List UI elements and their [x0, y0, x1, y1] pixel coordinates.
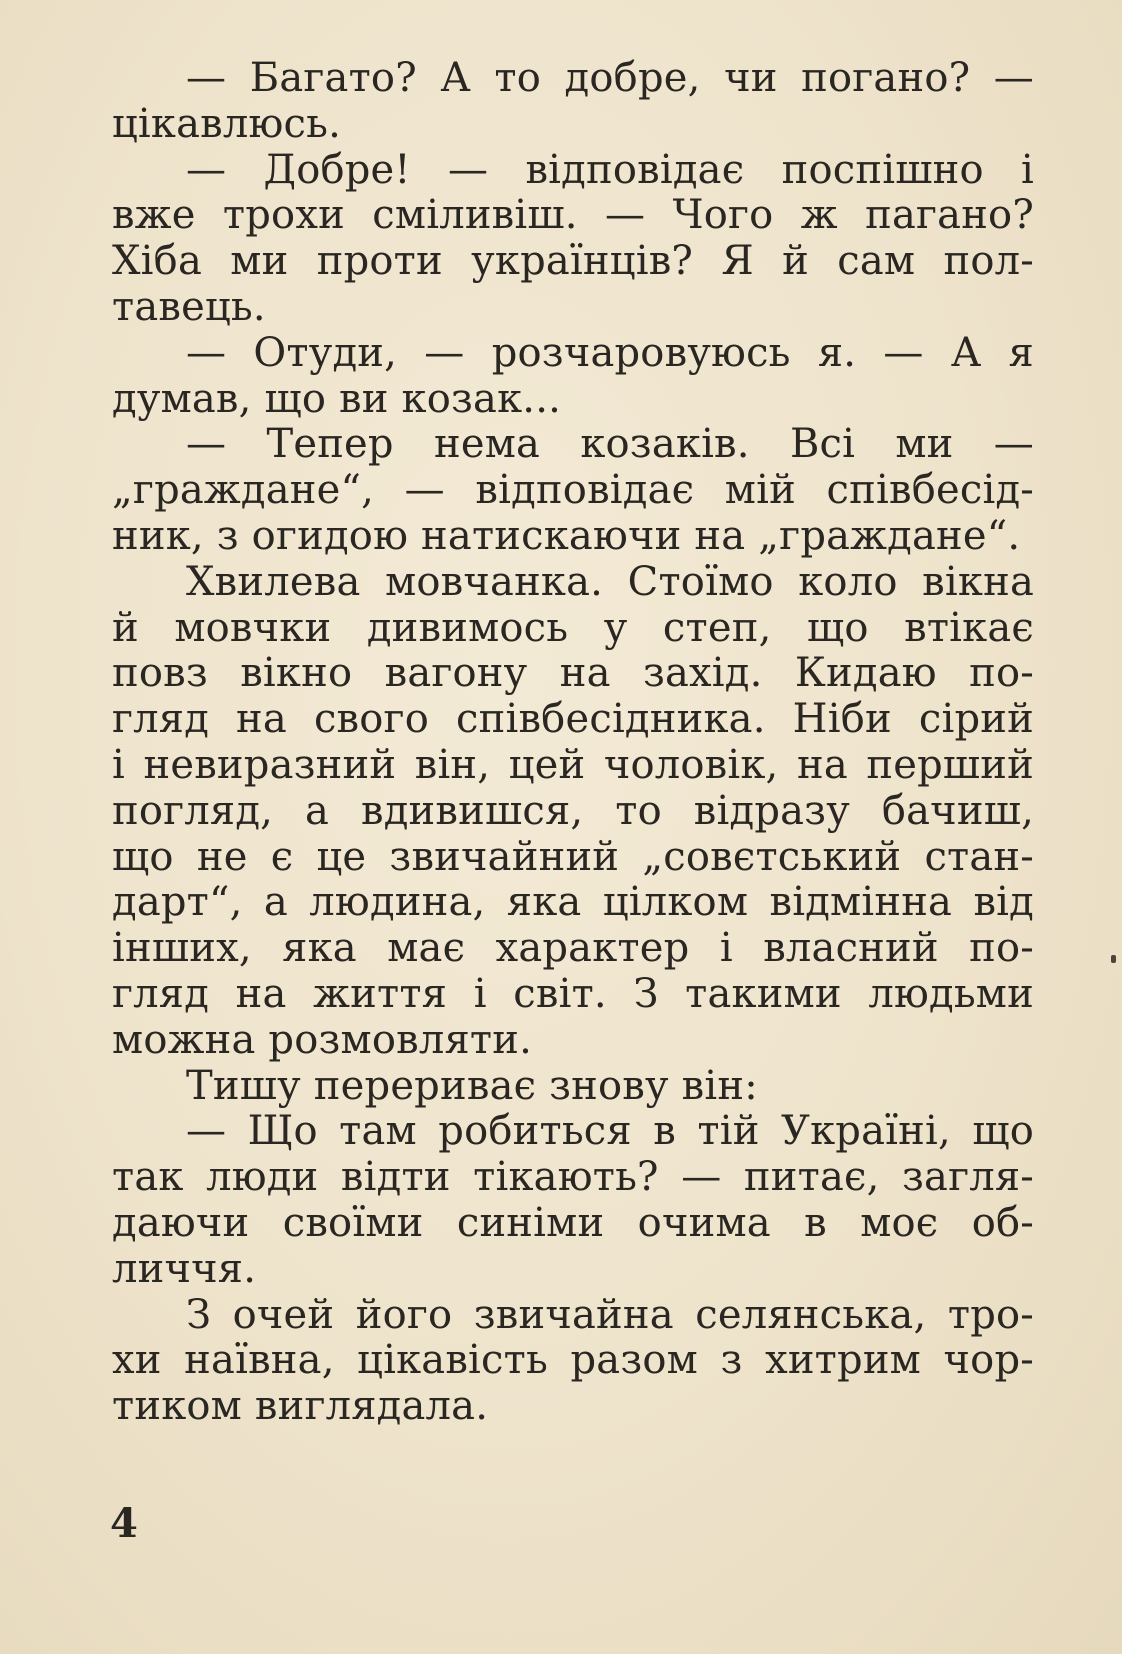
text-line: вже трохи сміливіш. — Чого ж пагано? — [112, 192, 1034, 239]
text-line: даючи своїми синіми очима в моє об- — [112, 1199, 1034, 1246]
text-line: так люди відти тікають? — питає, загля- — [112, 1154, 1034, 1201]
text-line: інших, яка має характер і власний по- — [112, 925, 1034, 972]
text-line: думав, що ви козак... — [112, 375, 562, 422]
text-line: дарт“, а людина, яка цілком відмінна від — [112, 879, 1034, 926]
text-line: — Що там робиться в тій Україні, що — [186, 1108, 1034, 1155]
text-line: Хіба ми проти українців? Я й сам пол- — [112, 238, 1034, 285]
text-line: — Тепер нема козаків. Всі ми — — [186, 421, 1034, 468]
text-line: і невиразний він, цей чоловік, на перший — [112, 741, 1034, 788]
text-line: гляд на життя і світ. З такими людьми — [112, 970, 1034, 1017]
text-line: цікавлюсь. — [112, 100, 342, 147]
body-text — [112, 56, 1034, 1430]
text-line: хи наївна, цікавість разом з хитрим чор- — [112, 1337, 1034, 1384]
text-line: тавець. — [112, 283, 266, 330]
text-line: Тишу перериває знову він: — [186, 1062, 758, 1109]
text-line: що не є це звичайний „совєтський стан- — [112, 833, 1034, 880]
text-line: гляд на свого співбесідника. Ніби сірий — [112, 696, 1034, 743]
text-line: й мовчки дивимось у степ, що втікає — [112, 604, 1034, 651]
text-line: тиком виглядала. — [112, 1383, 489, 1430]
text-line: — Отуди, — розчаровуюсь я. — А я — [186, 329, 1034, 376]
text-line: З очей його звичайна селянська, тро- — [186, 1291, 1034, 1338]
page-edge-mark — [1111, 955, 1116, 963]
text-line: — Добре! — відповідає поспішно і — [186, 146, 1034, 193]
text-line: повз вікно вагону на захід. Кидаю по- — [112, 650, 1034, 697]
text-line: „граждане“, — відповідає мій співбесід- — [112, 467, 1034, 514]
text-line: погляд, а вдивишся, то відразу бачиш, — [112, 787, 1034, 834]
page-number: 4 — [110, 1500, 138, 1547]
text-line: личчя. — [112, 1245, 257, 1292]
text-line: Хвилева мовчанка. Стоїмо коло вікна — [186, 558, 1034, 605]
text-line: — Багато? А то добре, чи погано? — — [186, 55, 1034, 101]
text-line: ник, з огидою натискаючи на „граждане“. — [112, 512, 1021, 559]
text-line: можна розмовляти. — [112, 1016, 532, 1063]
